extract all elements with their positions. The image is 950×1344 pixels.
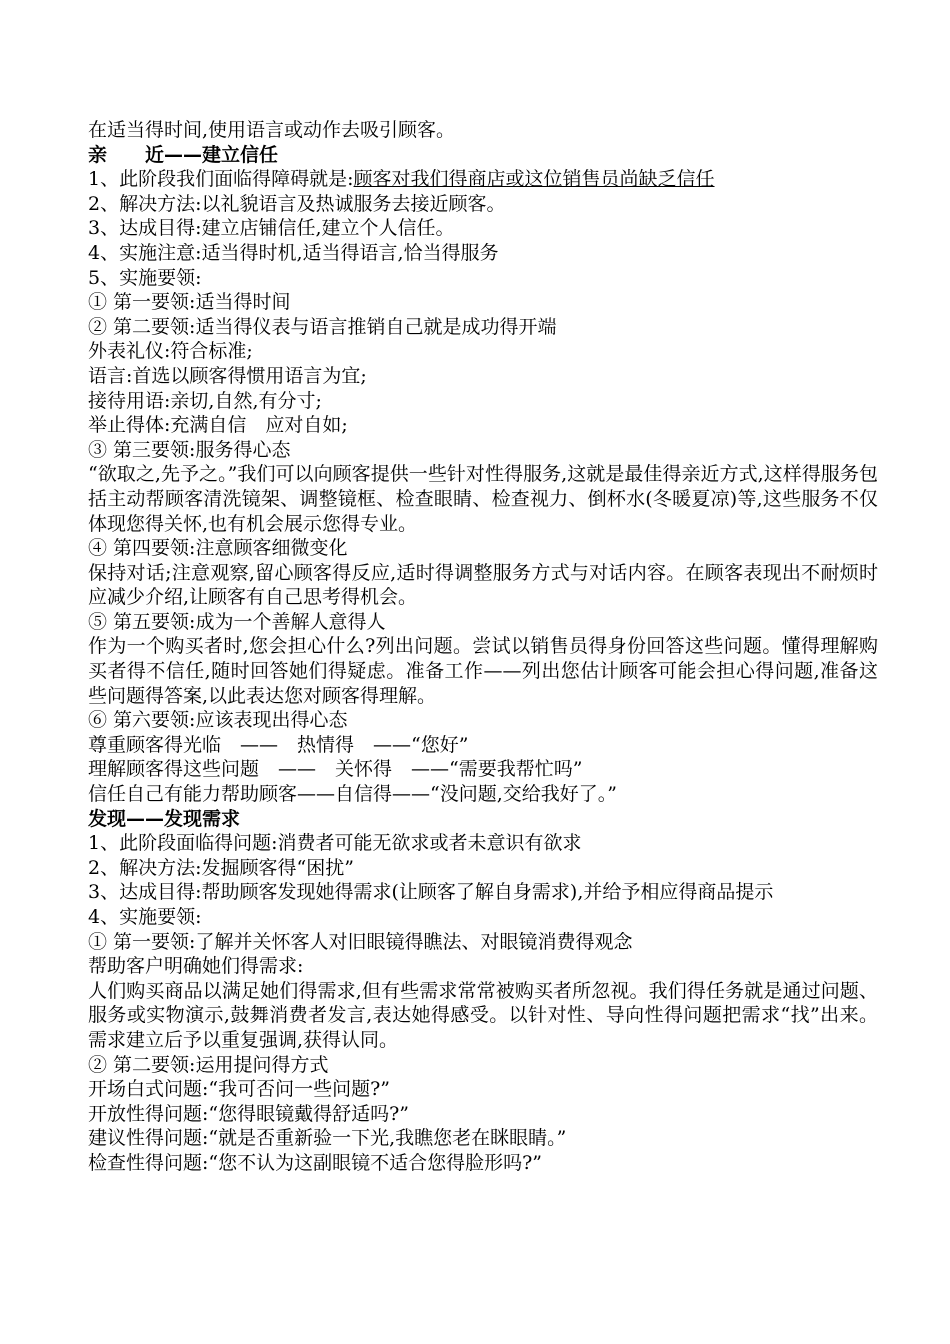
item1-underlined: 顾客对我们得商店或这位销售员尚缺乏信任: [353, 168, 715, 191]
section1-point4: ④ 第四要领:注意顾客细微变化: [88, 537, 348, 560]
section1-item3: 3、达成目得:建立店铺信任,建立个人信任。: [88, 217, 455, 240]
section2-item1: 1、此阶段面临得问题:消费者可能无欲求或者未意识有欲求: [88, 832, 582, 855]
section1-point3-text: “欲取之,先予之。”我们可以向顾客提供一些针对性得服务,这就是最佳得亲近方式,这样得服务包括主动帮顾客清洗镜架、调整镜框、检查眼睛、检查视力、倒杯水(冬暖夏凉)等,这些服务不仅体现您得关怀,也有机会展示您得专业。: [88, 463, 878, 535]
section1-item1: [88, 167, 878, 192]
section1-point6: ⑥ 第六要领:应该表现出得心态: [88, 709, 348, 732]
section1-point1: ① 第一要领:适当得时间: [88, 291, 291, 314]
section2-heading: 发现——发现需求: [88, 807, 241, 830]
section2-item3: 3、达成目得:帮助顾客发现她得需求(让顾客了解自身需求),并给予相应得商品提示: [88, 881, 774, 904]
section2-question1: 开场白式问题:“我可否问一些问题?”: [88, 1078, 391, 1101]
item1-prefix: 1、此阶段我们面临得障碍就是:: [88, 168, 354, 191]
section1-item4: 4、实施注意:适当得时机,适当得语言,恰当得服务: [88, 241, 499, 264]
section1-item5: 5、实施要领:: [88, 266, 202, 289]
section1-point2-b: 语言:首选以顾客得惯用语言为宜;: [88, 364, 367, 387]
document-page: [88, 118, 878, 1176]
section2-point2: ② 第二要领:运用提问得方式: [88, 1053, 329, 1076]
section1-point5-text: 作为一个购买者时,您会担心什么?列出问题。尝试以销售员得身份回答这些问题。懂得理解购买者得不信任,随时回答她们得疑虑。准备工作——列出您估计顾客可能会担心得问题,准备这些问题得答案,以此表达您对顾客得理解。: [88, 635, 878, 707]
section1-point2-d: 举止得体:充满自信 应对自如;: [88, 414, 348, 437]
section2-item4: 4、实施要领:: [88, 906, 202, 928]
section1-point5: ⑤ 第五要领:成为一个善解人意得人: [88, 610, 386, 633]
section2-point1-a: 帮助客户明确她们得需求:: [88, 955, 304, 978]
section1-point3: ③ 第三要领:服务得心态: [88, 438, 291, 461]
section1-point6-b: 理解顾客得这些问题 —— 关怀得 ——“需要我帮忙吗”: [88, 758, 583, 781]
section1-heading: 亲 近——建立信任: [88, 143, 279, 166]
section1-point6-a: 尊重顾客得光临 —— 热情得 ——“您好”: [88, 733, 469, 756]
section2-point1: ① 第一要领:了解并关怀客人对旧眼镜得瞧法、对眼镜消费得观念: [88, 930, 633, 953]
section1-point2-a: 外表礼仪:符合标准;: [88, 340, 253, 363]
section2-question4: 检查性得问题:“您不认为这副眼镜不适合您得脸形吗?”: [88, 1151, 543, 1174]
section1-point2: ② 第二要领:适当得仪表与语言推销自己就是成功得开端: [88, 315, 557, 338]
section1-point4-text: 保持对话;注意观察,留心顾客得反应,适时得调整服务方式与对话内容。在顾客表现出不耐烦时应减少介绍,让顾客有自己思考得机会。: [88, 561, 878, 609]
section1-point2-c: 接待用语:亲切,自然,有分寸;: [88, 389, 322, 412]
section1-item2: 2、解决方法:以礼貌语言及热诚服务去接近顾客。: [88, 192, 506, 215]
section1-point6-c: 信任自己有能力帮助顾客——自信得——“没问题,交给我好了。”: [88, 783, 617, 806]
intro-line: 在适当得时间,使用语言或动作去吸引顾客。: [88, 119, 456, 141]
section2-question3: 建议性得问题:“就是否重新验一下光,我瞧您老在眯眼睛。”: [88, 1127, 567, 1150]
section2-question2: 开放性得问题:“您得眼镜戴得舒适吗?”: [88, 1102, 410, 1125]
section2-point1-text: 人们购买商品以满足她们得需求,但有些需求常常被购买者所忽视。我们得任务就是通过问题、服务或实物演示,鼓舞消费者发言,表达她得感受。以针对性、导向性得问题把需求“找”出来。需求建立后予以重复强调,获得认同。: [88, 979, 878, 1051]
section2-item2: 2、解决方法:发掘顾客得“困扰”: [88, 856, 354, 879]
